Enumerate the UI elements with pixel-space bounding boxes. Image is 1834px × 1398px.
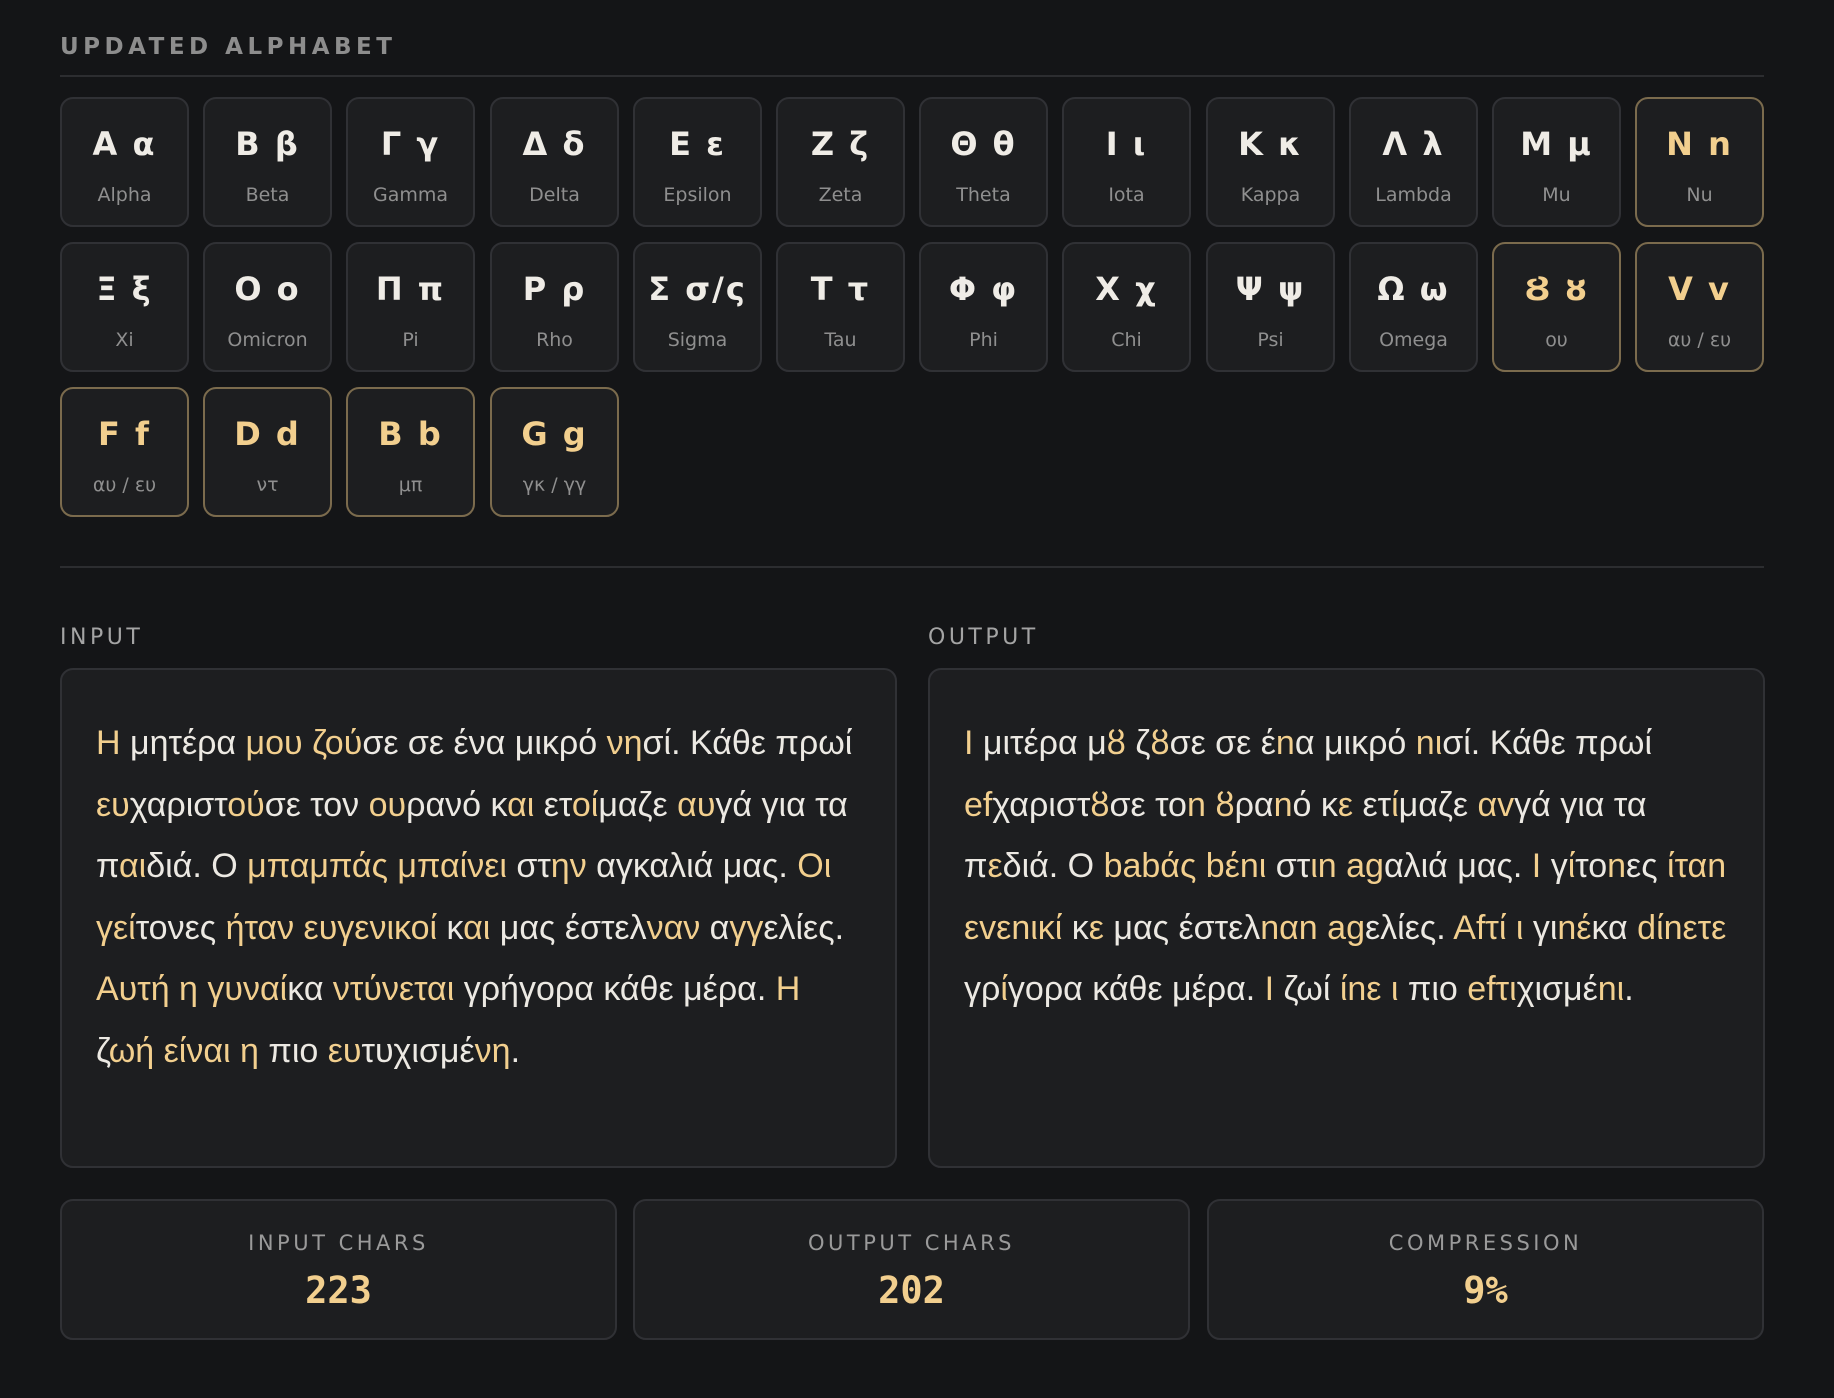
text-segment: μαζε (1398, 785, 1478, 824)
highlighted-segment: νη (474, 1031, 511, 1070)
text-segment: μας έστελ (1103, 908, 1261, 947)
stat-value: 202 (878, 1269, 945, 1312)
highlighted-segment: ναν (646, 908, 701, 947)
text-segment: ελίες. (763, 908, 845, 947)
stat-value: 9% (1463, 1269, 1508, 1312)
letter-tile[interactable] (776, 242, 905, 372)
highlighted-segment: n (1186, 785, 1206, 824)
letter-name: Delta (529, 184, 580, 206)
letter-name: ου (1545, 329, 1568, 351)
letter-tile[interactable] (1062, 97, 1191, 227)
letter-name: Psi (1257, 329, 1284, 351)
letter-tile[interactable] (633, 242, 762, 372)
highlighted-segment: n (1607, 847, 1627, 885)
letter-name: Chi (1111, 329, 1142, 351)
text-segment: ζωί (1274, 970, 1340, 1008)
letter-name: Tau (824, 329, 857, 351)
letter-tile[interactable] (346, 387, 475, 517)
highlighted-segment: nαn (1260, 908, 1318, 947)
text-segment: γ (1541, 847, 1568, 885)
highlighted-segment: γυναί (207, 970, 288, 1008)
text-segment: γά για τα π (96, 785, 848, 885)
highlighted-segment: ί (1391, 785, 1399, 824)
letter-glyph: Α α (92, 125, 157, 163)
text-segment: ετ (1353, 785, 1392, 824)
output-panel (928, 668, 1765, 1168)
letter-name: αυ / ευ (1667, 329, 1732, 351)
letter-glyph: Ȣ ȣ (1524, 270, 1589, 308)
stat-value: 223 (305, 1269, 372, 1312)
highlighted-segment: ευγενικοί (303, 908, 438, 947)
letter-tile[interactable] (1635, 97, 1764, 227)
highlighted-segment: ε (987, 847, 1003, 885)
text-segment: μαζε (598, 785, 678, 824)
letter-glyph: Φ φ (948, 270, 1019, 308)
text-segment: ρα (1234, 785, 1274, 824)
highlighted-segment: εvεnικί (964, 908, 1063, 947)
letter-glyph: V v (1668, 270, 1731, 308)
letter-name: Sigma (667, 329, 728, 351)
text-segment: στ (506, 847, 551, 885)
letter-name: Gamma (372, 184, 449, 206)
text-segment (1318, 909, 1327, 947)
letter-name: Omega (1379, 329, 1448, 351)
letter-glyph: G g (521, 415, 588, 453)
text-segment: κ (437, 908, 464, 947)
letter-tile[interactable] (346, 242, 475, 372)
text-segment: σί. Κάθε πρωί (1442, 724, 1653, 762)
letter-name: Mu (1542, 184, 1571, 206)
text-segment (388, 847, 397, 885)
text-segment: α μικρό (1294, 724, 1416, 762)
text-segment (154, 1032, 163, 1070)
highlighted-segment: είναι η (163, 1031, 259, 1070)
highlighted-segment: αι (507, 785, 535, 824)
highlighted-segment: nέ (1557, 908, 1592, 947)
highlighted-segment: ίταn (1667, 847, 1727, 885)
text-segment: ζ (1125, 724, 1151, 762)
highlighted-segment: αυ (677, 785, 716, 824)
letter-glyph: Θ θ (950, 125, 1017, 163)
letter-glyph: D d (234, 415, 301, 453)
letter-name: Kappa (1240, 184, 1301, 206)
text-segment: κα (1591, 908, 1638, 947)
highlighted-segment: ȣ (1150, 724, 1170, 762)
highlighted-segment: ντύνεται (332, 970, 455, 1008)
text-segment: σε σε έ (1169, 724, 1276, 762)
highlighted-segment: n (1275, 724, 1295, 762)
letter-tile[interactable] (1062, 242, 1191, 372)
highlighted-segment: μπαμπάς (247, 847, 388, 885)
text-segment: ετ (534, 785, 572, 824)
text-segment: σε σε ένα μικρό (362, 724, 607, 762)
highlighted-segment: ευ (327, 1031, 362, 1070)
highlighted-segment: Αfτί ι (1453, 908, 1524, 947)
text-segment: σε το (1109, 785, 1187, 824)
highlighted-segment: n (1273, 785, 1293, 824)
letter-tile[interactable] (1492, 97, 1621, 227)
text-segment: α (700, 908, 730, 947)
text-segment: γι (1523, 908, 1558, 947)
highlighted-segment: ε (1337, 785, 1354, 824)
text-segment: σε τον (264, 785, 369, 824)
text-segment: ες (1626, 847, 1668, 885)
letter-name: Phi (969, 329, 998, 351)
output-text (964, 713, 1731, 1021)
highlighted-segment: μου (245, 724, 303, 762)
highlighted-segment: ȣ (1215, 785, 1235, 824)
letter-glyph: Ξ ξ (96, 270, 153, 308)
highlighted-segment: Οι γεί (96, 847, 832, 947)
letter-glyph: Δ δ (522, 125, 587, 163)
letter-glyph: Ρ ρ (522, 270, 587, 308)
text-segment: το (1575, 847, 1608, 885)
letter-name: Zeta (818, 184, 863, 206)
highlighted-segment: ήταν (225, 908, 295, 947)
input-text[interactable] (96, 713, 863, 1082)
letter-name: Theta (956, 184, 1011, 206)
letter-tile[interactable] (203, 97, 332, 227)
letter-glyph: Λ λ (1382, 125, 1445, 163)
letter-glyph: Σ σ/ς (648, 270, 747, 308)
stat-label: OUTPUT CHARS (807, 1231, 1015, 1255)
highlighted-segment: Ι (1531, 847, 1542, 885)
letter-tile[interactable] (60, 387, 189, 517)
letter-glyph: Μ μ (1520, 125, 1593, 163)
letter-tile[interactable] (919, 242, 1048, 372)
letter-name: Epsilon (663, 184, 732, 206)
highlighted-segment: bέnι (1205, 847, 1267, 885)
letter-name: Lambda (1375, 184, 1452, 206)
letter-name: Xi (115, 329, 134, 351)
letter-glyph: Κ κ (1238, 125, 1303, 163)
letter-tile[interactable] (633, 97, 762, 227)
highlighted-segment: efτι (1467, 970, 1517, 1008)
highlighted-segment: babάς (1103, 847, 1197, 885)
output-label: OUTPUT (928, 625, 1039, 650)
highlighted-segment: νη (606, 724, 643, 762)
text-segment: . (1624, 970, 1634, 1008)
letter-tile[interactable] (490, 97, 619, 227)
highlighted-segment: ί (1567, 847, 1576, 885)
letter-glyph: Π π (375, 270, 446, 308)
alphabet-title: UPDATED ALPHABET (60, 34, 397, 60)
input-panel[interactable] (60, 668, 897, 1168)
letter-glyph: Ζ ζ (810, 125, 871, 163)
letter-tile[interactable] (1206, 97, 1335, 227)
text-segment (294, 909, 303, 947)
text-segment: σί. Κάθε πρωί (642, 724, 853, 762)
text-segment: ό κ (1292, 785, 1338, 824)
text-segment: γρ (964, 970, 1001, 1008)
letter-tile[interactable] (203, 242, 332, 372)
text-segment: γρήγορα κάθε μέρα. (454, 970, 776, 1008)
letter-tile[interactable] (776, 97, 905, 227)
highlighted-segment: ίnε ι (1339, 970, 1399, 1008)
highlighted-segment: nι (1597, 970, 1625, 1008)
highlighted-segment: ευ (96, 785, 130, 824)
text-segment: στ (1266, 847, 1311, 885)
letter-tile[interactable] (919, 97, 1048, 227)
text-segment (303, 724, 312, 762)
highlighted-segment: ζού (312, 724, 363, 762)
letter-name: αυ / ευ (92, 474, 157, 496)
highlighted-segment: αι (118, 847, 147, 885)
stat-input-chars (60, 1199, 617, 1340)
highlighted-segment: Ι (964, 724, 974, 762)
letter-tile[interactable] (1635, 242, 1764, 372)
text-segment: αγκαλιά μας. (586, 847, 798, 885)
stat-label: INPUT CHARS (248, 1231, 429, 1255)
text-segment (1206, 786, 1215, 824)
text-segment: τονες (135, 908, 226, 947)
text-segment: γορα κάθε μέρα. (1007, 970, 1265, 1008)
letter-tile[interactable] (346, 97, 475, 227)
highlighted-segment: nι (1415, 724, 1443, 762)
text-segment: μητέρα (120, 724, 246, 762)
highlighted-segment: ȣ (1106, 724, 1126, 762)
stat-compression (1207, 1199, 1764, 1340)
letter-tile[interactable] (203, 387, 332, 517)
letter-name: Iota (1108, 184, 1145, 206)
text-segment: χισμέ (1516, 970, 1598, 1008)
text-segment: πιο (1398, 970, 1468, 1008)
letter-tile[interactable] (490, 242, 619, 372)
highlighted-segment: αv (1477, 785, 1515, 824)
text-segment: μιτέρα μ (973, 724, 1107, 762)
letter-name: Rho (536, 329, 573, 351)
text-segment: γά για τα π (964, 785, 1647, 885)
text-segment: ζ (96, 1031, 109, 1070)
text-segment: πιο (258, 1031, 328, 1070)
highlighted-segment: οί (571, 785, 599, 824)
letter-glyph: F f (98, 415, 151, 453)
letter-glyph: Ψ ψ (1235, 270, 1306, 308)
text-segment: ρανό κ (406, 785, 508, 824)
text-segment: χαριστ (992, 785, 1091, 824)
input-label: INPUT (60, 625, 144, 650)
highlighted-segment: ί (1000, 970, 1008, 1008)
highlighted-segment: ην (550, 847, 587, 885)
letter-glyph: N n (1666, 125, 1733, 163)
highlighted-segment: Η (775, 970, 801, 1008)
text-segment (1337, 847, 1346, 885)
letter-name: Alpha (97, 184, 152, 206)
text-segment: κ (1062, 908, 1089, 947)
text-segment: διά. Ο (146, 847, 248, 885)
highlighted-segment: ȣ (1090, 785, 1110, 824)
highlighted-segment: Η (96, 724, 121, 762)
highlighted-segment: ε (1088, 908, 1104, 947)
letter-tile[interactable] (490, 387, 619, 517)
highlighted-segment: dίnετε (1637, 908, 1727, 947)
letter-name: Omicron (227, 329, 308, 351)
letter-tile[interactable] (1492, 242, 1621, 372)
letter-name: γκ / γγ (522, 474, 587, 496)
highlighted-segment: ag (1327, 908, 1365, 947)
letter-glyph: Γ γ (380, 125, 441, 163)
letter-glyph: Β β (235, 125, 300, 163)
text-segment: . (510, 1031, 521, 1070)
highlighted-segment: ιn (1310, 847, 1337, 885)
stat-label: COMPRESSION (1388, 1231, 1583, 1255)
letter-tile[interactable] (1349, 242, 1478, 372)
text-segment (1196, 847, 1205, 885)
letter-tile[interactable] (1349, 97, 1478, 227)
text-segment (198, 970, 207, 1008)
letter-tile[interactable] (1206, 242, 1335, 372)
letter-glyph: B b (378, 415, 443, 453)
highlighted-segment: ού (227, 785, 265, 824)
text-segment: χαριστ (129, 785, 228, 824)
letter-name: ντ (256, 474, 279, 496)
letter-tile[interactable] (60, 242, 189, 372)
divider (60, 75, 1764, 77)
letter-glyph: Ω ω (1377, 270, 1450, 308)
highlighted-segment: Αυτή η (96, 970, 198, 1008)
letter-name: Beta (245, 184, 290, 206)
letter-glyph: Ε ε (669, 125, 726, 163)
letter-glyph: Ο ο (234, 270, 301, 308)
letter-name: Nu (1686, 184, 1713, 206)
highlighted-segment: ωή (108, 1031, 155, 1070)
highlighted-segment: γγ (729, 908, 764, 947)
divider (60, 566, 1764, 568)
letter-glyph: Ι ι (1105, 125, 1148, 163)
letter-tile[interactable] (60, 97, 189, 227)
letter-glyph: Χ χ (1095, 270, 1158, 308)
highlighted-segment: ef (964, 785, 993, 824)
letter-name: μπ (398, 474, 423, 496)
stat-output-chars (633, 1199, 1190, 1340)
text-segment: κα (287, 970, 333, 1008)
letter-name: Pi (402, 329, 419, 351)
text-segment: ελίες. (1365, 908, 1454, 947)
highlighted-segment: ου (368, 785, 407, 824)
text-segment: αλιά μας. (1383, 847, 1532, 885)
highlighted-segment: αι (463, 908, 491, 947)
letter-glyph: Τ τ (810, 270, 871, 308)
text-segment: τυχισμέ (361, 1031, 475, 1070)
highlighted-segment: μπαίνει (397, 847, 507, 885)
text-segment: διά. Ο (1002, 847, 1104, 885)
highlighted-segment: ag (1346, 847, 1384, 885)
highlighted-segment: Ι (1264, 970, 1275, 1008)
text-segment: μας έστελ (490, 908, 647, 947)
